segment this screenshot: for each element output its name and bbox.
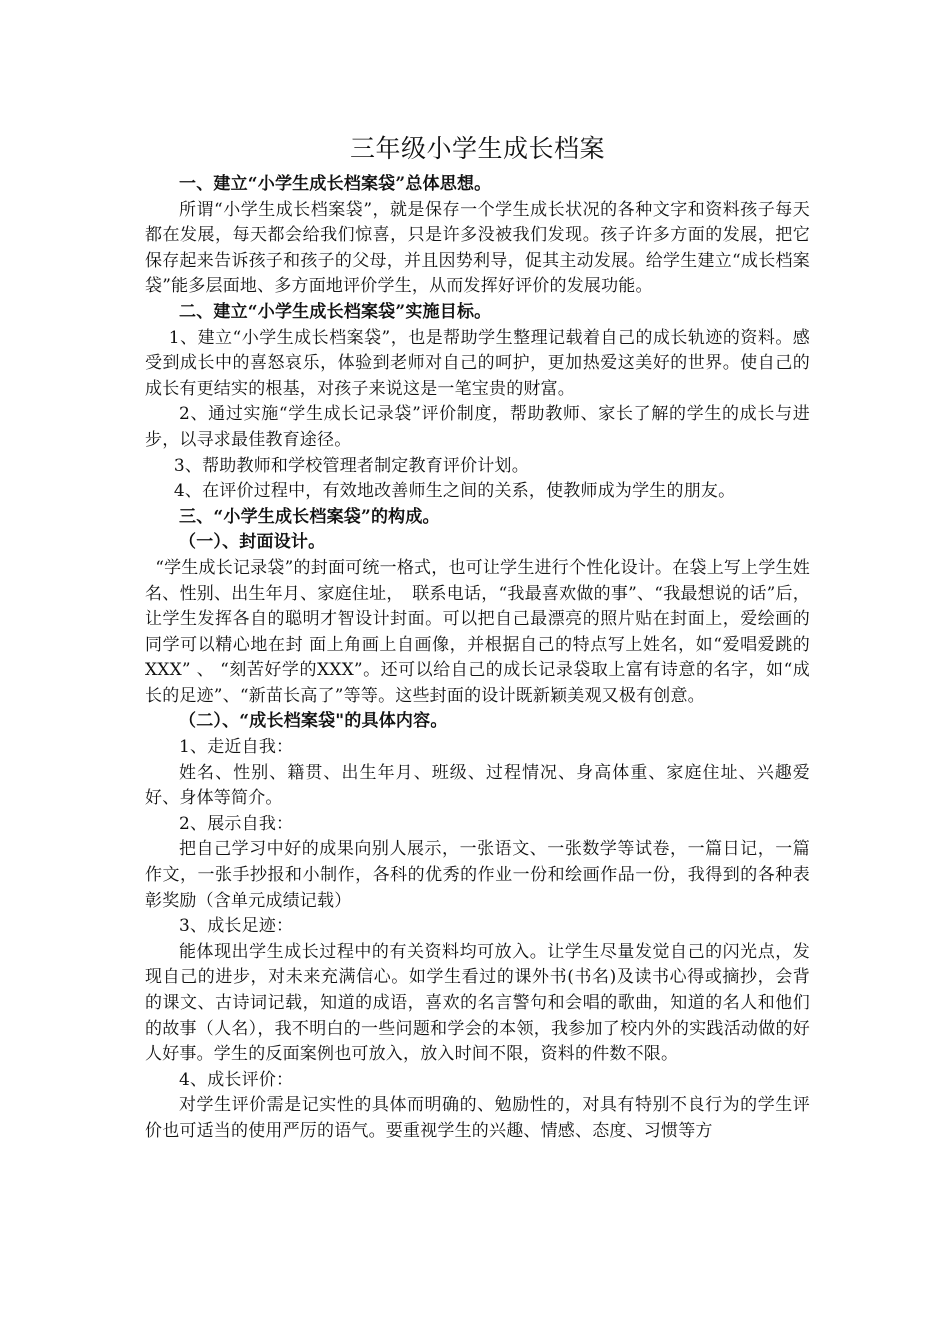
body-paragraph: 3、帮助教师和学校管理者制定教育评价计划。 bbox=[173, 455, 529, 476]
body-paragraph: 4、在评价过程中，有效地改善师生之间的关系，使教师成为学生的朋友。 bbox=[173, 481, 736, 502]
document-title: 三年级小学生成长档案 bbox=[349, 134, 605, 163]
section-heading: 一、建立“小学生成长档案袋”总体思想。 bbox=[179, 174, 492, 194]
body-paragraph: 把自己学习中好的成果向别人展示，一张语文、一张数学等试卷，一篇日记，一篇作文，一张手抄报和小制作，各科的优秀的作业一份和绘画作品一份，我得到的各种表彰奖励（含单元成绩记载） bbox=[145, 839, 810, 911]
document-body bbox=[145, 172, 810, 1145]
body-paragraph: 姓名、性别、籍贯、出生年月、班级、过程情况、身高体重、家庭住址、兴趣爱好、身体等简介。 bbox=[145, 762, 810, 809]
section-heading: （二）、“成长档案袋"的具体内容。 bbox=[179, 711, 448, 732]
body-paragraph: 能体现出学生成长过程中的有关资料均可放入。让学生尽量发觉自己的闪光点，发现自己的进步，对未来充满信心。如学生看过的课外书(书名)及读书心得或摘抄，会背的课文、古诗词记载，知道的成语，喜欢的名言警句和会唱的歌曲，知道的名人和他们的故事（人名），我不明白的一些问题和学会的本领，我参加了校内外的实践活动做的好人好事。学生的反面案例也可放入，放入时间不限，资料的件数不限。 bbox=[145, 941, 810, 1065]
body-paragraph: 1、建立“小学生成长档案袋”，也是帮助学生整理记载着自己的成长轨迹的资料。感受到成长中的喜怒哀乐，体验到老师对自己的呵护，更加热爱这美好的世界。使自己的成长有更结实的根基，对孩子来说这是一笔宝贵的财富。 bbox=[145, 327, 810, 399]
section-heading: （一）、封面设计。 bbox=[179, 532, 326, 553]
body-paragraph: 3、成长足迹： bbox=[179, 916, 294, 937]
body-paragraph: 2、展示自我： bbox=[179, 813, 294, 834]
body-paragraph: 所谓“小学生成长档案袋”，就是保存一个学生成长状况的各种文字和资料孩子每天都在发展，每天都会给我们惊喜，只是许多没被我们发现。孩子许多方面的发展，把它保存起来告诉孩子和孩子的父母，并且因势利导，促其主动发展。给学生建立“成长档案袋”能多层面地、多方面地评价学生，从而发挥好评价的发展功能。 bbox=[145, 199, 810, 297]
body-paragraph: 对学生评价需是记实性的具体而明确的、勉励性的，对具有特别不良行为的学生评价也可适当的使用严厉的语气。要重视学生的兴趣、情感、态度、习惯等方 bbox=[145, 1095, 810, 1141]
document-page bbox=[145, 128, 810, 1145]
section-heading: 三、“小学生成长档案袋”的构成。 bbox=[179, 506, 440, 527]
body-paragraph: “学生成长记录袋”的封面可统一格式，也可让学生进行个性化设计。在袋上写上学生姓名、性别、出生年月、家庭住址， 联系电话，“我最喜欢做的事”、“我最想说的话”后，让学生发挥各自的聪明才智设计封面。可以把自己最漂亮的照片贴在封面上，爱绘画的同学可以精心地在封 面上角画上自画像，并根据自己的特点写上姓名，如“爱唱爱跳的XXX” 、 “刻苦好学的XXX”。还可以给自己的成长记录袋取上富有诗意的名字，如“成长的足迹”、“新苗长高了”等等。这些封面的设计既新颖美观又极有创意。 bbox=[145, 557, 810, 706]
section-heading: 二、建立“小学生成长档案袋”实施目标。 bbox=[179, 301, 492, 322]
body-paragraph: 4、成长评价： bbox=[179, 1069, 294, 1090]
body-paragraph: 1、走近自我： bbox=[179, 737, 294, 758]
body-paragraph: 2、通过实施“学生成长记录袋”评价制度，帮助教师、家长了解的学生的成长与进步，以寻求最佳教育途径。 bbox=[145, 404, 810, 450]
